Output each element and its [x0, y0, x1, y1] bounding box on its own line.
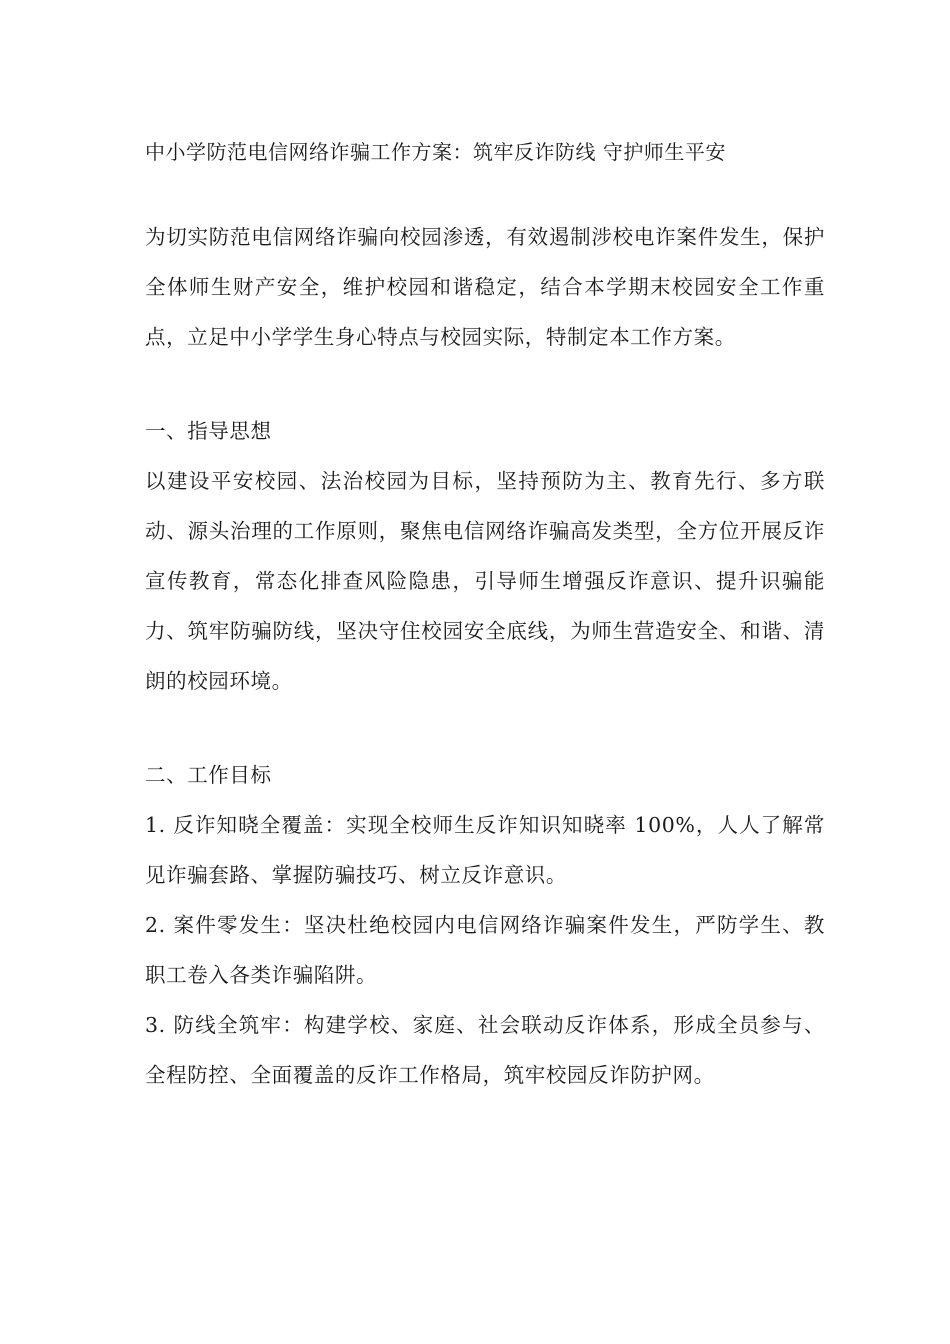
section-heading-guiding-thought: 一、指导思想: [145, 419, 272, 443]
goal-item-1: 1. 反诈知晓全覆盖：实现全校师生反诈知识知晓率 100%，人人了解常见诈骗套路、掌握防骗技巧、树立反诈意识。: [145, 813, 825, 887]
goal-item-2: 2. 案件零发生：坚决杜绝校园内电信网络诈骗案件发生，严防学生、教职工卷入各类诈骗陷阱。: [145, 913, 825, 987]
intro-paragraph: 为切实防范电信网络诈骗向校园渗透，有效遏制涉校电诈案件发生，保护全体师生财产安全，维护校园和谐稳定，结合本学期末校园安全工作重点，立足中小学学生身心特点与校园实际，特制定本工作方案。: [145, 225, 825, 349]
guiding-thought-paragraph: 以建设平安校园、法治校园为目标，坚持预防为主、教育先行、多方联动、源头治理的工作原则，聚焦电信网络诈骗高发类型，全方位开展反诈宣传教育，常态化排查风险隐患，引导师生增强反诈意识、提升识骗能力、筑牢防骗防线，坚决守住校园安全底线，为师生营造安全、和谐、清朗的校园环境。: [145, 469, 825, 693]
goal-item-3: 3. 防线全筑牢：构建学校、家庭、社会联动反诈体系，形成全员参与、全程防控、全面覆盖的反诈工作格局，筑牢校园反诈防护网。: [145, 1013, 825, 1087]
section-spacer: [145, 706, 825, 750]
section-heading-work-goals: 二、工作目标: [145, 763, 272, 787]
document-body: [145, 132, 825, 1100]
section-spacer: [145, 362, 825, 406]
document-title: 中小学防范电信网络诈骗工作方案：筑牢反诈防线 守护师生平安: [145, 140, 726, 164]
